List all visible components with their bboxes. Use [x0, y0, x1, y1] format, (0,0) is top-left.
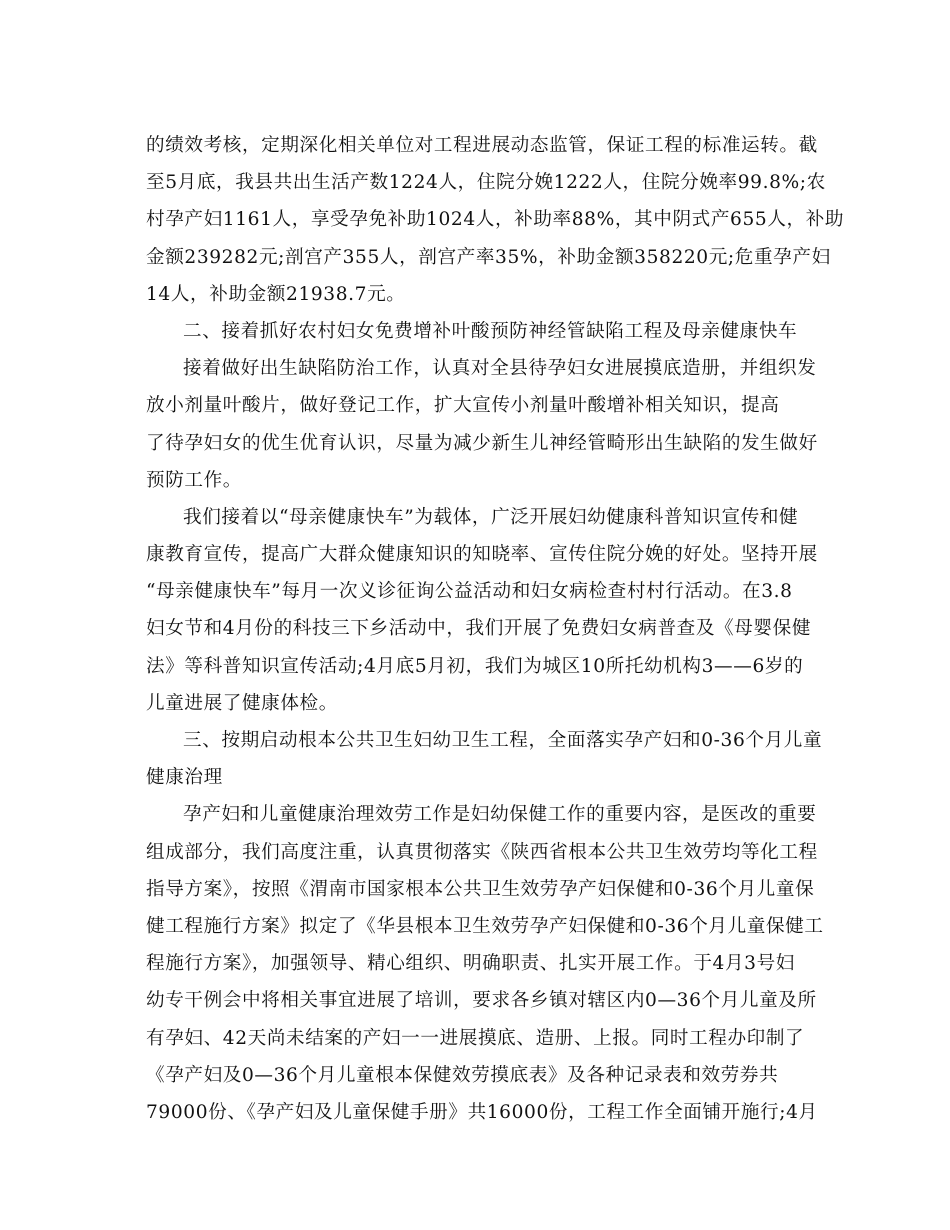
text-line: 康教育宣传，提高广大群众健康知识的知晓率、宣传住院分娩的好处。坚持开展 [146, 544, 818, 566]
text-line: 预防工作。 [146, 469, 242, 491]
body-text [146, 127, 845, 1131]
text-line: 至5月底，我县共出生活产数1224人，住院分娩1222人，住院分娩率99.8%;农 [146, 172, 826, 194]
text-line: 组成部分，我们高度注重，认真贯彻落实《陕西省根本公共卫生效劳均等化工程 [146, 841, 818, 863]
text-line: 健工程施行方案》拟定了《华县根本卫生效劳孕产妇保健和0-36个月儿童保健工 [146, 915, 824, 937]
text-line: 的绩效考核，定期深化相关单位对工程进展动态监管，保证工程的标准运转。截 [146, 135, 818, 156]
text-line: 有孕妇、42天尚未结案的产妇一一进展摸底、造册、上报。同时工程办印制了 [146, 1027, 805, 1049]
text-line: 79000份、《孕产妇及儿童保健手册》共16000份，工程工作全面铺开施行;4月 [146, 1101, 818, 1123]
text-line: 妇女节和4月份的科技三下乡活动中，我们开展了免费妇女病普查及《母婴保健 [146, 618, 812, 640]
text-line: 幼专干例会中将相关事宜进展了培训，要求各乡镇对辖区内0—36个月儿童及所 [146, 990, 817, 1012]
text-line: 放小剂量叶酸片，做好登记工作，扩大宣传小剂量叶酸增补相关知识，提高 [146, 395, 780, 417]
text-line: 金额239282元;剖宫产355人，剖宫产率35%，补助金额358220元;危重孕产妇 [146, 246, 831, 268]
paragraph-first-line: 孕产妇和儿童健康治理效劳工作是妇幼保健工作的重要内容，是医改的重要 [183, 804, 817, 826]
text-line: 法》等科普知识宣传活动;4月底5月初，我们为城区10所托幼机构3——6岁的 [146, 655, 804, 677]
text-line: 《孕产妇及0—36个月儿童根本保健效劳摸底表》及各种记录表和效劳券共 [146, 1064, 779, 1086]
section-heading: 三、按期启动根本公共卫生妇幼卫生工程，全面落实孕产妇和0-36个月儿童 [183, 730, 823, 751]
text-line: “母亲健康快车”每月一次义诊征询公益活动和妇女病检查村村行活动。在3.8 [146, 581, 793, 603]
text-line: 14人，补助金额21938.7元。 [146, 283, 406, 305]
section-heading: 二、接着抓好农村妇女免费增补叶酸预防神经管缺陷工程及母亲健康快车 [183, 320, 798, 342]
text-line: 村孕产妇1161人，享受孕免补助1024人，补助率88%，其中阴式产655人，补助 [146, 209, 845, 231]
text-line: 指导方案》，按照《渭南市国家根本公共卫生效劳孕产妇保健和0-36个月儿童保 [146, 878, 815, 900]
text-line: 健康治理 [146, 767, 223, 789]
text-line: 程施行方案》，加强领导、精心组织、明确职责、扎实开展工作。于4月3号妇 [146, 953, 795, 975]
paragraph-first-line: 接着做好出生缺陷防治工作，认真对全县待孕妇女进展摸底造册，并组织发 [183, 358, 817, 380]
text-line: 了待孕妇女的优生优育认识，尽量为减少新生儿神经管畸形出生缺陷的发生做好 [146, 432, 818, 454]
paragraph-first-line: 我们接着以“母亲健康快车”为载体，广泛开展妇幼健康科普知识宣传和健 [183, 506, 799, 528]
text-line: 儿童进展了健康体检。 [146, 692, 338, 714]
